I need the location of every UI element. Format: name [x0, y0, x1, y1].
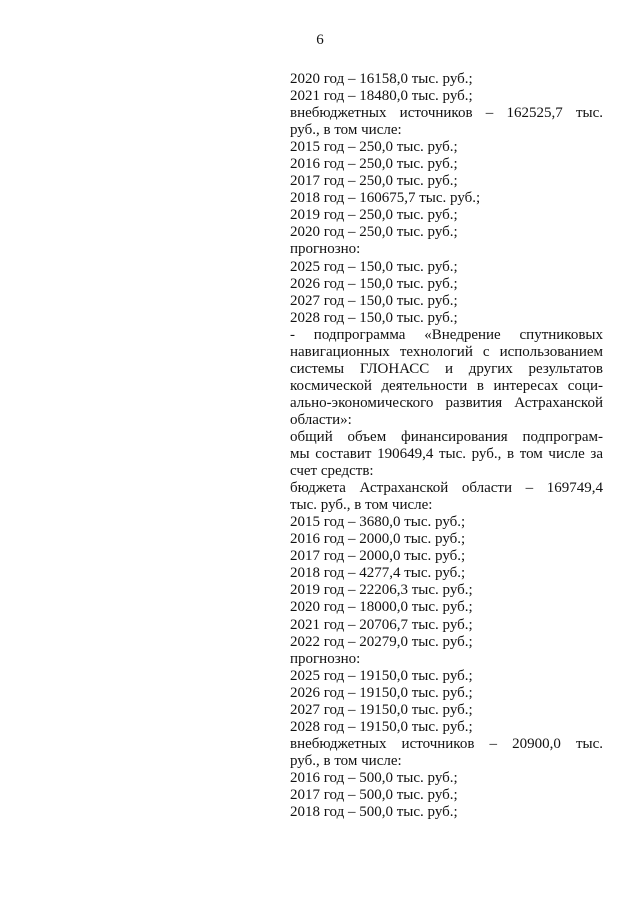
text-line: внебюджетных источников – 20900,0 тыс.	[290, 735, 603, 752]
text-line: 2020 год – 18000,0 тыс. руб.;	[290, 599, 473, 616]
text-line: 2018 год – 4277,4 тыс. руб.;	[290, 565, 466, 582]
text-line: счет средств:	[290, 463, 374, 480]
text-line: 2027 год – 19150,0 тыс. руб.;	[290, 701, 473, 718]
text-line: 2016 год – 500,0 тыс. руб.;	[290, 769, 458, 786]
text-line: космической деятельности в интересах соци-	[290, 377, 603, 394]
text-line: 2017 год – 250,0 тыс. руб.;	[290, 173, 458, 190]
text-line: мы составит 190649,4 тыс. руб., в том числе за	[290, 446, 603, 463]
text-line: прогнозно:	[290, 241, 361, 258]
text-line: 2026 год – 150,0 тыс. руб.;	[290, 275, 458, 292]
text-line: 2027 год – 150,0 тыс. руб.;	[290, 292, 458, 309]
text-line: 2026 год – 19150,0 тыс. руб.;	[290, 684, 473, 701]
text-line: прогнозно:	[290, 650, 361, 667]
text-line: 2025 год – 150,0 тыс. руб.;	[290, 258, 458, 275]
text-line: 2015 год – 250,0 тыс. руб.;	[290, 139, 458, 156]
text-line: общий объем финансирования подпрограм-	[290, 428, 603, 445]
text-line: - подпрограмма «Внедрение спутниковых	[290, 326, 603, 343]
text-line: руб., в том числе:	[290, 122, 402, 139]
text-line: 2016 год – 250,0 тыс. руб.;	[290, 156, 458, 173]
text-line: 2028 год – 150,0 тыс. руб.;	[290, 309, 458, 326]
text-line: 2021 год – 18480,0 тыс. руб.;	[290, 88, 473, 105]
text-line: бюджета Астраханской области – 169749,4	[290, 480, 603, 497]
text-line: 2018 год – 160675,7 тыс. руб.;	[290, 190, 481, 207]
text-line: 2016 год – 2000,0 тыс. руб.;	[290, 531, 466, 548]
text-line: тыс. руб., в том числе:	[290, 497, 433, 514]
text-line: 2019 год – 250,0 тыс. руб.;	[290, 207, 458, 224]
page-number: 6	[316, 32, 324, 48]
text-line: 2020 год – 250,0 тыс. руб.;	[290, 224, 458, 241]
text-line: 2028 год – 19150,0 тыс. руб.;	[290, 718, 473, 735]
text-line: 2018 год – 500,0 тыс. руб.;	[290, 804, 458, 821]
text-line: системы ГЛОНАСС и других результатов	[290, 360, 603, 377]
text-line: внебюджетных источников – 162525,7 тыс.	[290, 105, 603, 122]
text-line: 2019 год – 22206,3 тыс. руб.;	[290, 582, 473, 599]
text-line: 2022 год – 20279,0 тыс. руб.;	[290, 633, 473, 650]
text-line: 2017 год – 500,0 тыс. руб.;	[290, 786, 458, 803]
text-line: навигационных технологий с использованием	[290, 343, 603, 360]
text-line: руб., в том числе:	[290, 752, 402, 769]
text-line: 2020 год – 16158,0 тыс. руб.;	[290, 71, 473, 87]
text-line: 2021 год – 20706,7 тыс. руб.;	[290, 616, 473, 633]
text-line: области»:	[290, 411, 352, 428]
text-line: 2017 год – 2000,0 тыс. руб.;	[290, 548, 466, 565]
text-line: 2025 год – 19150,0 тыс. руб.;	[290, 667, 473, 684]
text-line: 2015 год – 3680,0 тыс. руб.;	[290, 514, 466, 531]
text-line: ально-экономического развития Астраханской	[290, 394, 603, 411]
document-body	[290, 71, 603, 821]
